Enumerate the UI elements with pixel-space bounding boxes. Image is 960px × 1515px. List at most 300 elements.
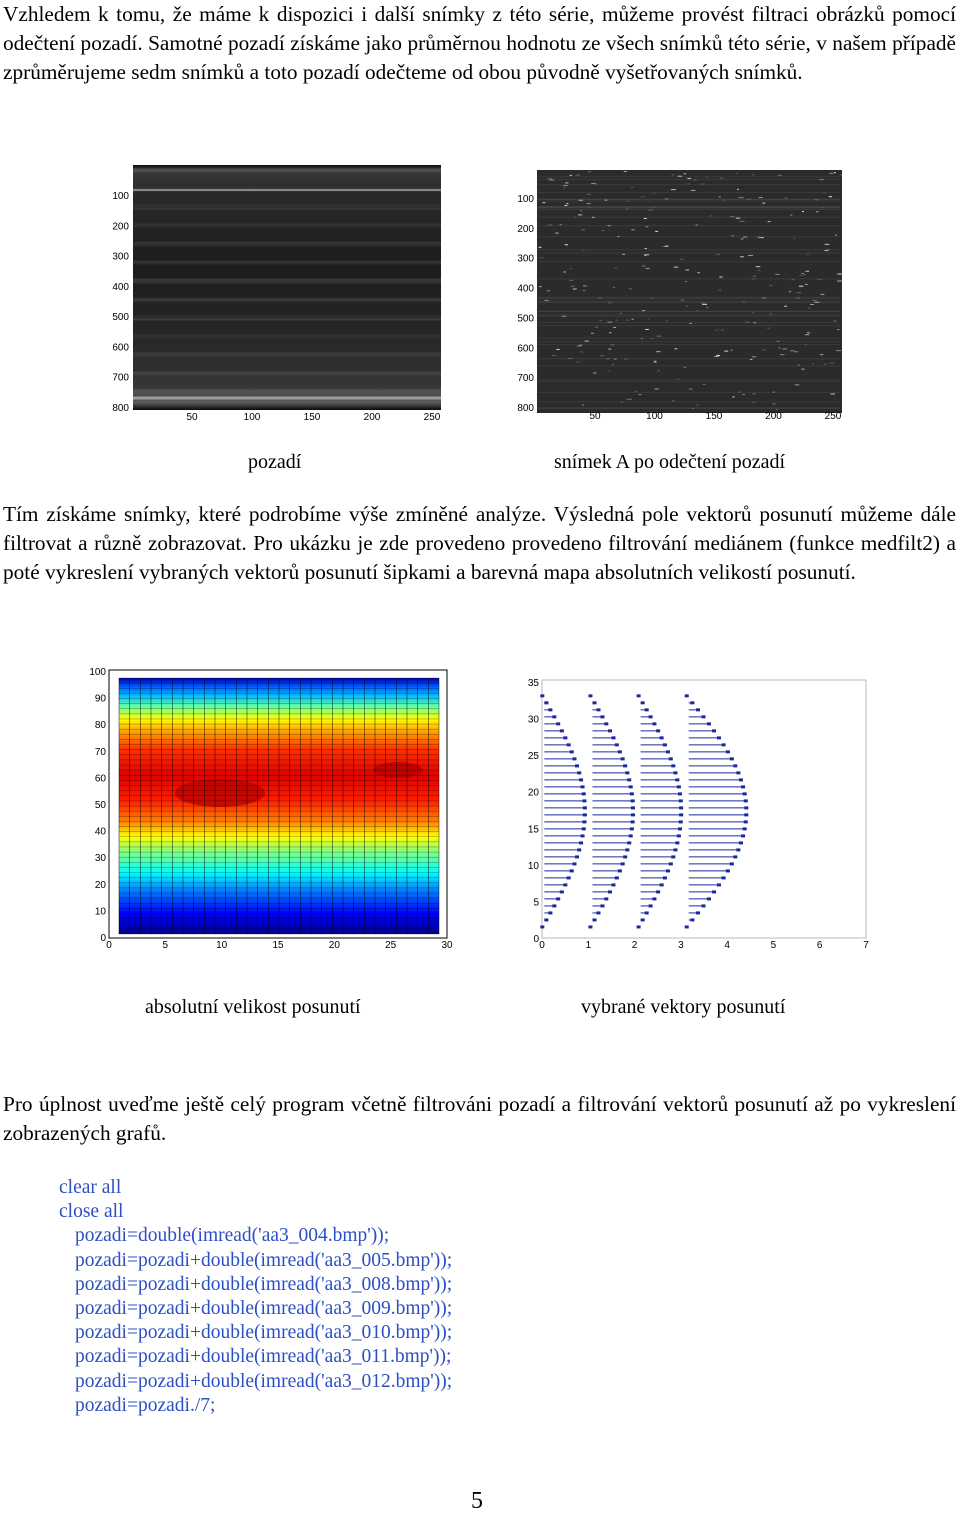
vector-arrowhead [726, 750, 730, 753]
image-speckle [834, 172, 836, 173]
image-speckle [586, 203, 590, 204]
vector-arrowhead [630, 827, 634, 830]
code-line: pozadi=pozadi+double(imread('aa3_005.bmp')); [75, 1249, 453, 1271]
vector-arrowhead [739, 841, 743, 844]
image-speckle [600, 320, 602, 321]
image-speckle [645, 329, 649, 330]
vector-arrowhead [621, 757, 625, 760]
image-speckle [758, 270, 761, 271]
page-number: 5 [471, 1488, 483, 1514]
vector-arrowhead [712, 729, 716, 732]
x-tick-label: 15 [272, 940, 284, 951]
x-tick-label: 100 [243, 412, 261, 423]
image-speckle [672, 174, 674, 175]
image-speckle [565, 244, 568, 245]
vector-arrowhead [582, 799, 586, 802]
image-speckle [799, 275, 802, 276]
code-line: pozadi=pozadi+double(imread('aa3_009.bmp')); [75, 1298, 453, 1320]
vector-arrowhead [600, 715, 604, 718]
vector-arrowhead [544, 701, 548, 704]
vector-arrowhead [663, 876, 667, 879]
subtracted-image-figure [505, 165, 865, 430]
image-speckle [730, 350, 733, 351]
x-tick-label: 2 [631, 940, 638, 951]
image-speckle [642, 265, 646, 266]
image-speckle [644, 254, 649, 255]
vector-arrowhead [604, 722, 608, 725]
image-speckle [674, 348, 677, 349]
vector-arrowhead [608, 890, 612, 893]
image-speckle [583, 290, 586, 291]
image-speckle [680, 259, 683, 260]
image-speckle [793, 238, 795, 239]
image-speckle [762, 203, 765, 204]
image-speckle [671, 189, 676, 190]
vector-arrowhead [671, 855, 675, 858]
image-speckle [805, 284, 808, 285]
image-speckle [629, 288, 632, 289]
vector-arrowhead [575, 764, 579, 767]
y-tick-label: 100 [112, 191, 129, 202]
image-speckle [807, 332, 810, 333]
image-speckle [741, 238, 744, 239]
image-speckle [825, 244, 830, 245]
magnitude-heatmap-figure [80, 660, 460, 955]
vector-arrowhead [722, 876, 726, 879]
vector-arrowhead [671, 764, 675, 767]
code-line: pozadi=pozadi./7; [75, 1394, 216, 1416]
image-speckle [564, 205, 567, 206]
image-speckle [626, 320, 630, 321]
image-speckle [732, 396, 734, 397]
code-line: pozadi=pozadi+double(imread('aa3_008.bmp')); [75, 1273, 453, 1295]
vector-arrowhead [583, 806, 587, 809]
image-speckle [600, 355, 604, 356]
image-speckle [801, 369, 804, 370]
image-speckle [806, 254, 809, 255]
image-speckle [645, 248, 647, 249]
image-speckle [542, 202, 545, 203]
x-tick-label: 0 [539, 940, 545, 951]
vector-arrowhead [623, 855, 627, 858]
y-tick-label: 30 [527, 714, 539, 726]
image-speckle [684, 367, 687, 368]
vector-arrowhead [741, 834, 745, 837]
image-speckle [821, 294, 825, 295]
vector-arrowhead [579, 778, 583, 781]
vector-arrowhead [743, 792, 747, 795]
image-speckle [714, 356, 719, 357]
vector-arrowhead [666, 869, 670, 872]
image-speckle [816, 211, 819, 212]
vector-arrowhead [641, 918, 645, 921]
image-speckle [702, 304, 707, 305]
vector-arrowhead [582, 820, 586, 823]
image-speckle [687, 178, 691, 179]
image-speckle [703, 384, 706, 385]
vector-arrowhead [597, 911, 601, 914]
vector-arrowhead [677, 834, 681, 837]
vector-arrowhead [645, 708, 649, 711]
vector-arrowhead [707, 722, 711, 725]
image-speckle [790, 350, 794, 351]
image-speckle [769, 285, 773, 286]
image-speckle [645, 226, 648, 227]
vector-arrowhead [743, 827, 747, 830]
code-line: pozadi=pozadi+double(imread('aa3_012.bmp')); [75, 1370, 453, 1392]
vector-arrowhead [572, 862, 576, 865]
image-speckle [740, 221, 745, 222]
vector-arrowhead [570, 750, 574, 753]
image-speckle [576, 361, 581, 362]
image-speckle [739, 197, 744, 198]
vector-arrowhead [577, 848, 581, 851]
y-tick-label: 100 [517, 194, 534, 205]
vector-arrowhead [621, 862, 625, 865]
image-speckle [830, 393, 835, 394]
vector-arrowhead [744, 820, 748, 823]
x-tick-label: 5 [770, 940, 777, 951]
vector-arrowhead [592, 918, 596, 921]
vector-arrowhead [563, 736, 567, 739]
image-speckle [799, 286, 803, 287]
vector-arrowhead [730, 757, 734, 760]
image-speckle [614, 267, 618, 268]
image-speckle [736, 173, 738, 174]
vector-arrowhead [592, 701, 596, 704]
heatmap-peak-left [175, 779, 265, 807]
image-speckle [737, 189, 739, 190]
vector-arrowhead [572, 757, 576, 760]
image-speckle [644, 218, 647, 219]
vector-arrowhead [548, 708, 552, 711]
vector-arrowhead [629, 785, 633, 788]
vector-arrowhead [567, 876, 571, 879]
image-speckle [797, 292, 801, 293]
image-speckle [772, 403, 776, 404]
image-speckle [829, 196, 832, 197]
image-speckle [806, 271, 809, 272]
x-tick-label: 150 [705, 411, 723, 422]
image-speckle [626, 399, 630, 400]
x-tick-label: 30 [441, 940, 453, 951]
image-speckle [552, 355, 555, 356]
x-tick-label: 250 [423, 412, 441, 423]
vector-arrowhead [627, 841, 631, 844]
vector-arrowhead [663, 743, 667, 746]
image-speckle [752, 312, 754, 313]
image-speckle [672, 400, 675, 401]
vector-arrowhead [579, 841, 583, 844]
image-speckle [785, 198, 788, 199]
image-speckle [715, 330, 718, 331]
image-speckle [719, 178, 723, 179]
image-speckle [564, 271, 566, 272]
x-tick-label: 20 [328, 940, 340, 951]
vector-arrowhead [629, 834, 633, 837]
image-speckle [784, 306, 787, 307]
image-speckle [835, 235, 837, 236]
x-tick-label: 25 [385, 940, 397, 951]
displacement-vectors-figure [510, 670, 880, 955]
image-speckle [752, 393, 755, 394]
image-speckle [759, 197, 763, 198]
image-speckle [689, 389, 693, 390]
image-speckle [580, 351, 583, 352]
y-tick-label: 200 [112, 221, 129, 233]
image-speckle [547, 178, 552, 179]
y-tick-label: 5 [533, 897, 539, 909]
image-speckle [593, 373, 596, 374]
image-speckle [581, 229, 585, 230]
image-speckle [756, 266, 761, 267]
code-line: close all [59, 1201, 124, 1223]
vector-arrowhead [631, 813, 635, 816]
y-tick-label: 70 [94, 746, 106, 758]
image-speckle [674, 267, 678, 268]
vector-arrowhead [679, 820, 683, 823]
y-tick-label: 80 [94, 720, 106, 732]
image-speckle [824, 250, 828, 251]
y-tick-label: 800 [517, 403, 534, 414]
y-tick-label: 25 [527, 751, 539, 763]
image-speckle [706, 307, 708, 308]
image-speckle [583, 285, 587, 286]
image-speckle [731, 235, 734, 236]
image-speckle [566, 203, 568, 204]
image-speckle [719, 290, 721, 291]
closing-paragraph: Pro úplnost uveďme ještě celý program včetně filtrováni pozadí a filtrování vektorů posunutí až po vykreslení zobrazených grafů. [3, 1092, 956, 1145]
image-speckle [540, 257, 544, 258]
image-speckle [588, 171, 592, 172]
image-speckle [595, 327, 598, 328]
image-speckle [573, 289, 577, 290]
image-speckle [569, 280, 573, 281]
vector-arrowhead [660, 736, 664, 739]
y-tick-label: 300 [517, 253, 534, 265]
image-speckle [578, 345, 582, 346]
x-tick-label: 3 [678, 940, 684, 951]
vector-arrowhead [560, 729, 564, 732]
image-speckle [752, 174, 755, 175]
image-speckle [686, 269, 689, 270]
code-listing [59, 1176, 452, 1418]
vector-arrowhead [600, 904, 604, 907]
image-speckle [805, 334, 809, 335]
image-speckle [830, 363, 835, 364]
vector-arrowhead [652, 722, 656, 725]
y-tick-label: 10 [527, 860, 539, 872]
image-speckle [696, 404, 699, 405]
image-speckle [578, 214, 582, 215]
code-line: clear all [59, 1177, 122, 1198]
image-speckle [770, 313, 772, 314]
vector-arrowhead [717, 736, 721, 739]
y-tick-label: 60 [94, 773, 106, 785]
image-speckle [837, 329, 839, 330]
code-line: pozadi=pozadi+double(imread('aa3_011.bmp')); [75, 1346, 452, 1368]
vector-arrowhead [744, 806, 748, 809]
vector-arrowhead [696, 911, 700, 914]
image-speckle [716, 254, 720, 255]
vector-arrowhead [673, 771, 677, 774]
vector-arrowhead [696, 708, 700, 711]
vector-arrowhead [615, 743, 619, 746]
image-speckle [656, 351, 660, 352]
image-speckle [780, 354, 784, 355]
image-speckle [571, 286, 574, 287]
vector-arrowhead [645, 911, 649, 914]
vector-arrowhead [577, 771, 581, 774]
image-speckle [657, 370, 660, 371]
vector-arrowhead [540, 694, 544, 697]
vector-arrowhead [581, 834, 585, 837]
vector-arrowhead [726, 869, 730, 872]
y-tick-label: 0 [533, 934, 539, 945]
x-tick-label: 150 [303, 412, 321, 423]
vector-arrowhead [669, 862, 673, 865]
vector-arrowhead [552, 715, 556, 718]
x-tick-label: 5 [162, 940, 169, 951]
image-speckle [710, 215, 712, 216]
image-speckle [582, 404, 584, 405]
vector-arrowhead [582, 792, 586, 795]
image-speckle [580, 210, 582, 211]
image-speckle [812, 300, 817, 301]
image-speckle [591, 333, 594, 334]
y-tick-label: 35 [527, 678, 539, 689]
image-speckle [742, 394, 745, 395]
caption-subtracted: snímek A po odečtení pozadí [554, 451, 786, 473]
image-speckle [778, 348, 780, 349]
image-speckle [801, 273, 803, 274]
image-speckle [753, 276, 756, 277]
vector-arrowhead [588, 925, 592, 928]
vector-arrowhead [556, 722, 560, 725]
image-speckle [837, 281, 842, 282]
image-speckle [836, 350, 841, 351]
vector-arrowhead [641, 701, 645, 704]
image-speckle [837, 274, 842, 275]
y-tick-label: 10 [94, 906, 106, 918]
vector-arrowhead [540, 925, 544, 928]
image-speckle [559, 224, 561, 225]
image-speckle [684, 173, 687, 174]
x-tick-label: 7 [863, 940, 869, 951]
image-speckle [576, 175, 580, 176]
vector-arrowhead [563, 883, 567, 886]
image-speckle [665, 246, 669, 247]
image-speckle [638, 394, 641, 395]
image-speckle [789, 291, 791, 292]
image-speckle [563, 187, 566, 188]
image-speckle [719, 196, 721, 197]
y-tick-label: 90 [94, 693, 106, 705]
x-tick-label: 200 [363, 412, 381, 423]
vector-arrowhead [702, 715, 706, 718]
image-speckle [620, 313, 622, 314]
image-speckle [820, 354, 823, 355]
image-speckle [616, 320, 618, 321]
y-tick-label: 600 [112, 342, 129, 354]
y-tick-label: 500 [112, 312, 129, 324]
image-speckle [716, 355, 720, 356]
vector-arrowhead [733, 764, 737, 767]
y-tick-label: 200 [517, 223, 534, 235]
image-speckle [830, 173, 833, 174]
vector-arrowhead [582, 827, 586, 830]
image-speckle [840, 174, 842, 175]
vector-arrowhead [677, 785, 681, 788]
image-speckle [653, 193, 657, 194]
vector-arrowhead [597, 708, 601, 711]
image-speckle [655, 231, 658, 232]
image-speckle [609, 332, 611, 333]
code-line: pozadi=double(imread('aa3_004.bmp')); [75, 1225, 390, 1247]
vector-arrowhead [722, 743, 726, 746]
vector-arrowhead [649, 715, 653, 718]
vector-arrowhead [618, 750, 622, 753]
image-speckle [648, 319, 650, 320]
image-speckle [612, 364, 614, 365]
vector-arrowhead [548, 911, 552, 914]
image-speckle [657, 336, 661, 337]
vector-arrowhead [744, 813, 748, 816]
x-tick-label: 50 [186, 412, 198, 423]
image-speckle [833, 320, 836, 321]
vector-arrowhead [588, 694, 592, 697]
image-speckle [613, 287, 615, 288]
y-tick-label: 800 [112, 403, 129, 414]
image-speckle [632, 319, 634, 320]
vector-arrowhead [637, 925, 641, 928]
image-speckle [691, 190, 696, 191]
middle-paragraph: Tím získáme snímky, které podrobíme výše zmíněné analýze. Výsledná pole vektorů posunutí můžeme dále filtrovat a různě zobrazovat. Pro ukázku je zde provedeno provedeno filtrování mediánem (funkce medfilt2) a poté vykreslení vybraných vektorů posunutí šipkami a barevná mapa absolutních velikostí posunutí. [3, 502, 956, 584]
vector-arrowhead [702, 904, 706, 907]
caption-background: pozadí [248, 451, 302, 473]
vector-arrowhead [736, 848, 740, 851]
vector-arrowhead [627, 778, 631, 781]
image-speckle [631, 229, 635, 230]
image-speckle [686, 306, 688, 307]
background-image-figure [100, 160, 460, 425]
image-speckle [685, 281, 687, 282]
vector-arrowhead [631, 820, 635, 823]
vector-arrowhead [631, 799, 635, 802]
image-speckle [570, 268, 573, 269]
code-line: pozadi=pozadi+double(imread('aa3_010.bmp')); [75, 1322, 453, 1344]
vector-arrowhead [567, 743, 571, 746]
vector-arrowhead [739, 778, 743, 781]
x-tick-label: 4 [724, 940, 730, 951]
vector-arrowhead [669, 757, 673, 760]
image-speckle [587, 194, 591, 195]
vector-arrowhead [730, 862, 734, 865]
image-speckle [655, 388, 659, 389]
vector-arrowhead [652, 897, 656, 900]
y-tick-label: 500 [517, 313, 534, 325]
vector-arrowhead [678, 792, 682, 795]
vector-arrowhead [736, 771, 740, 774]
y-tick-label: 300 [112, 251, 129, 263]
image-speckle [608, 349, 611, 350]
image-speckle [795, 384, 799, 385]
image-speckle [556, 349, 559, 350]
vector-arrowhead [556, 897, 560, 900]
image-speckle [654, 362, 657, 363]
image-speckle [740, 256, 744, 257]
intro-paragraph: Vzhledem k tomu, že máme k dispozici i další snímky z této série, můžeme provést filtraci obrázků pomocí odečtení pozadí. Samotné pozadí získáme jako průměrnou hodnotu ze všech snímků této série, v našem případě zprůměrujeme sedm snímků a toto pozadí odečteme od obou původně vyšetřovaných snímků. [3, 2, 956, 84]
